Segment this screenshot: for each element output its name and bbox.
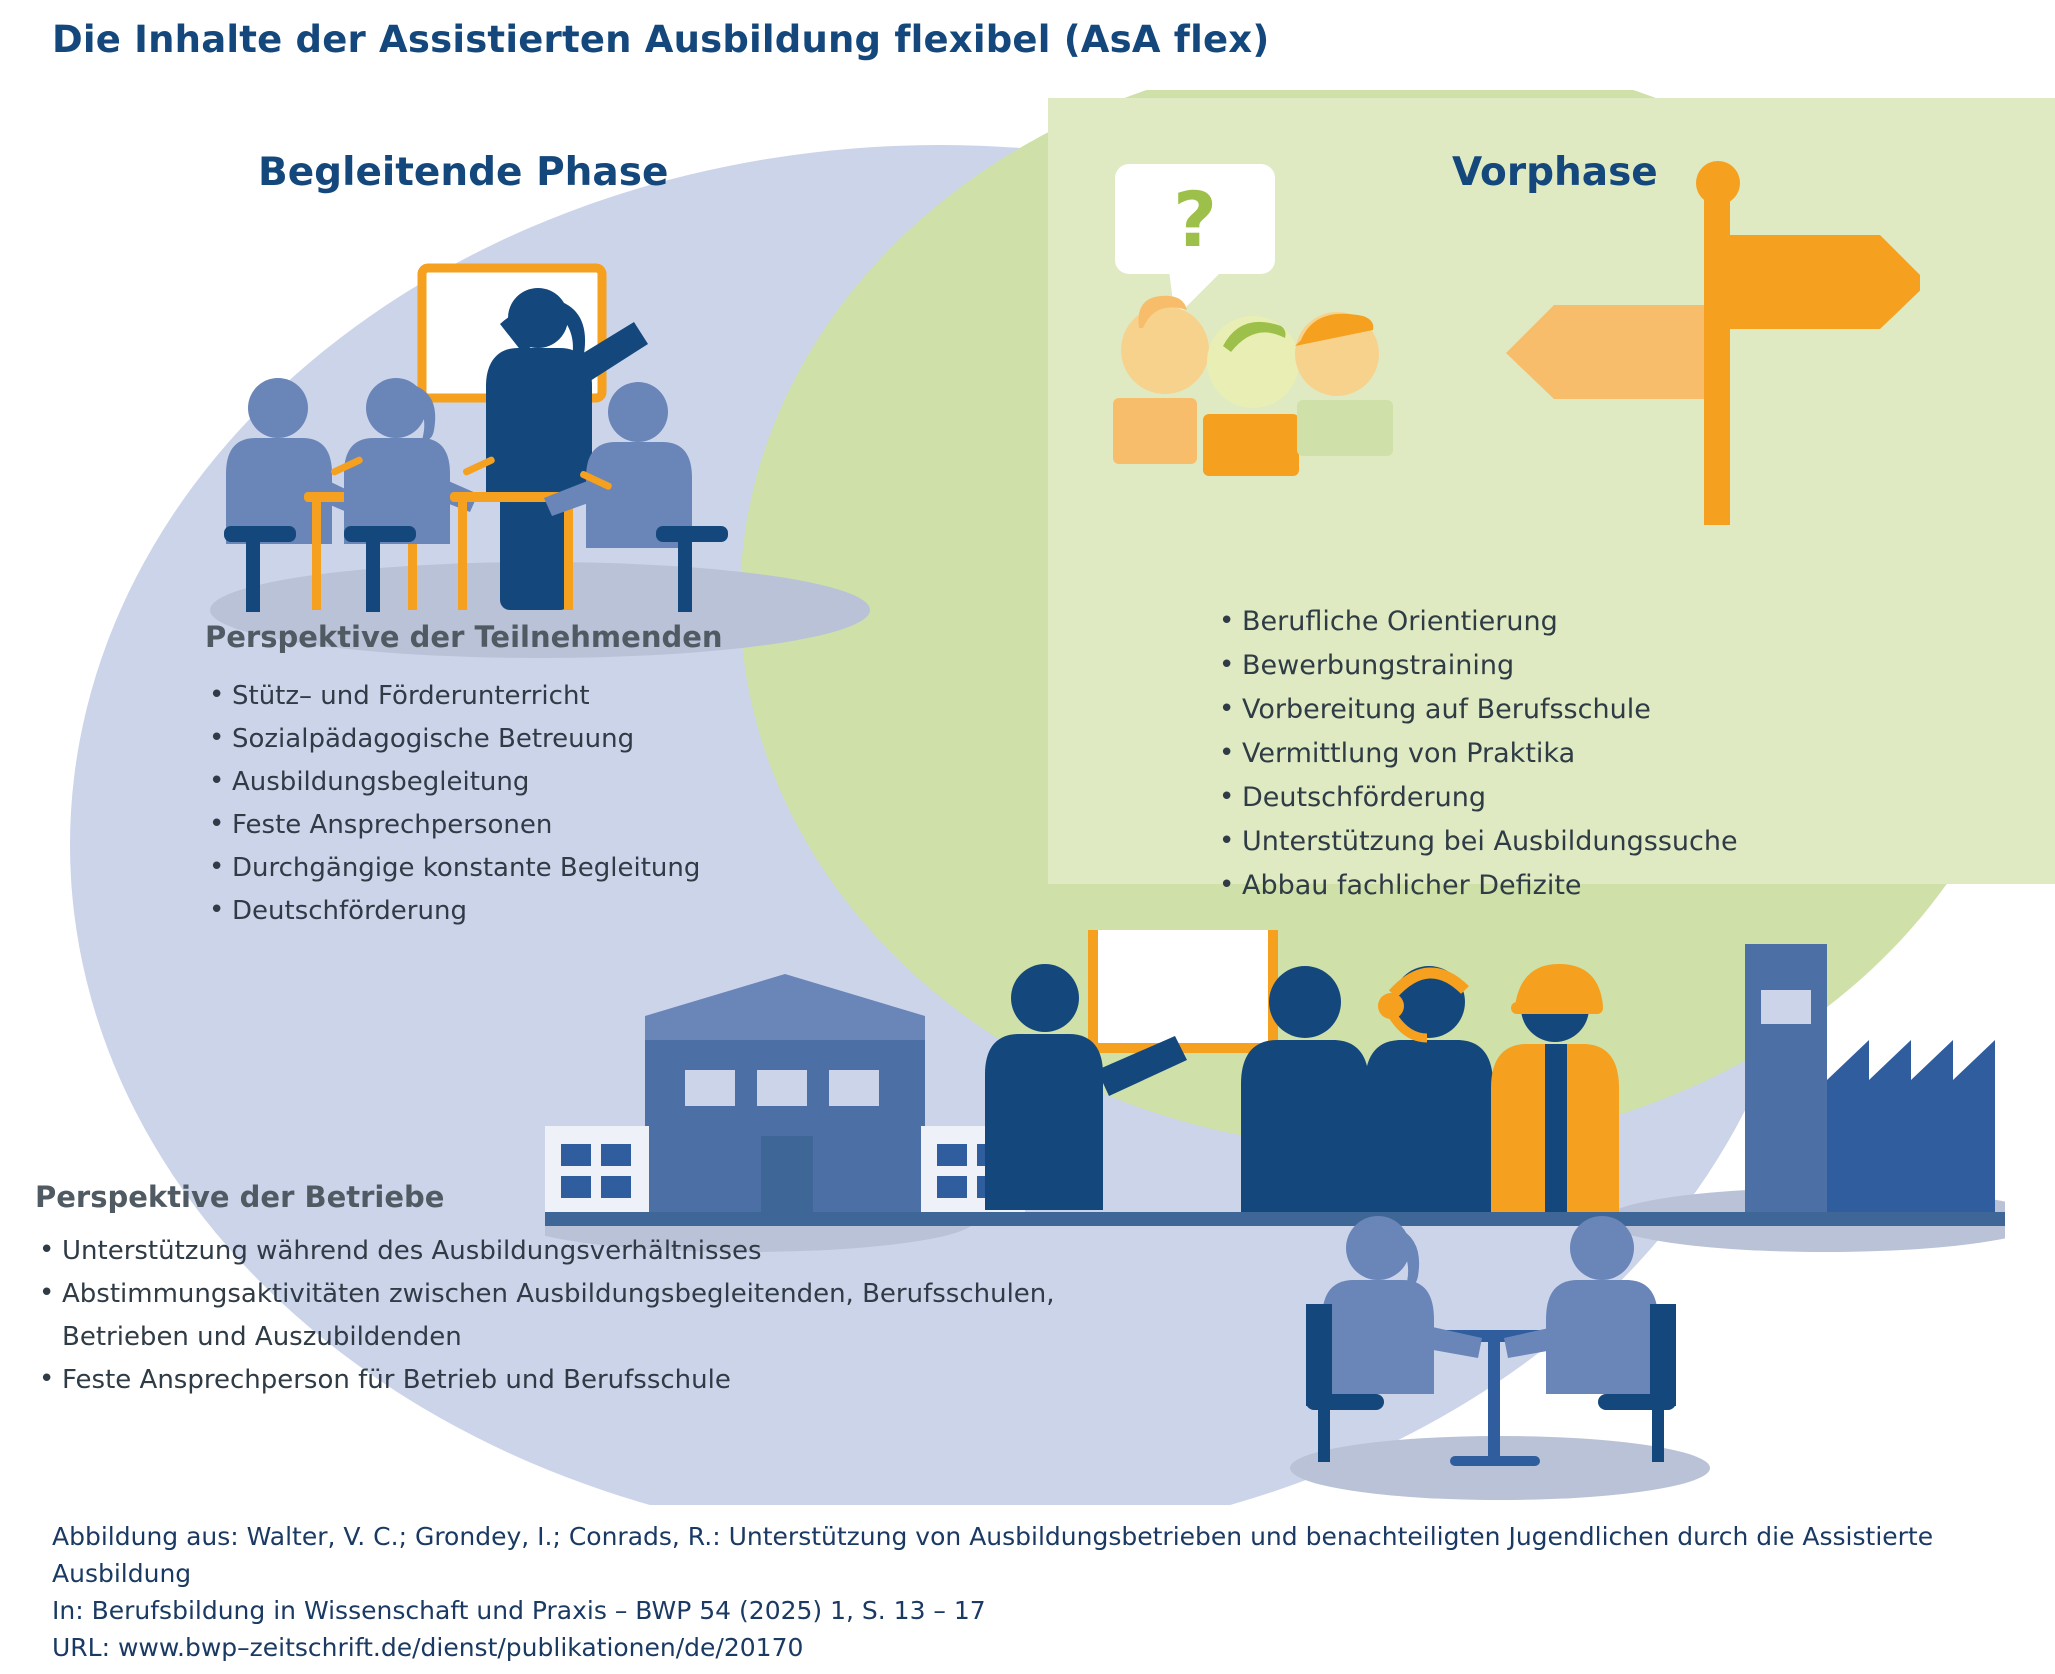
footer-line-3: URL: www.bwp–zeitschrift.de/dienst/publikationen/de/20170 [52, 1633, 804, 1662]
orientation-group-illustration [1105, 150, 1435, 500]
list-item: • Stütz– und Förderunterricht [205, 675, 700, 718]
list-item: • Feste Ansprechpersonen [205, 804, 700, 847]
svg-text:?: ? [1172, 175, 1218, 264]
list-item: • Deutschförderung [205, 890, 700, 933]
heading-vorphase: Vorphase [1452, 150, 1658, 195]
heading-perspektive-betriebe: Perspektive der Betriebe [35, 1180, 445, 1214]
footer-line-1: Abbildung aus: Walter, V. C.; Grondey, I.; Conrads, R.: Unterstützung von Ausbildungsbetrieben und benachteiligten Jugendlichen durch die Assistierte Ausbildung [52, 1522, 1934, 1588]
signpost-illustration [1500, 155, 1920, 545]
meeting-illustration [1290, 1180, 1710, 1505]
list-item: • Berufliche Orientierung [1215, 600, 1738, 644]
classroom-illustration [200, 240, 880, 660]
list-item: • Durchgängige konstante Begleitung [205, 847, 700, 890]
list-vorphase [1215, 600, 1738, 908]
list-perspektive-teilnehmende [205, 675, 700, 933]
list-item: • Deutschförderung [1215, 776, 1738, 820]
list-item: • Abbau fachlicher Defizite [1215, 864, 1738, 908]
list-item: • Bewerbungstraining [1215, 644, 1738, 688]
company-training-illustration [545, 930, 2005, 1260]
heading-perspektive-teilnehmende: Perspektive der Teilnehmenden [205, 620, 723, 654]
footer-line-2: In: Berufsbildung in Wissenschaft und Praxis – BWP 54 (2025) 1, S. 13 – 17 [52, 1596, 986, 1625]
list-item: • Vorbereitung auf Berufsschule [1215, 688, 1738, 732]
list-item: • Sozialpädagogische Betreuung [205, 718, 700, 761]
list-item: • Abstimmungsaktivitäten zwischen Ausbildungsbegleitenden, Berufsschulen, Betrieben und Auszubildenden [35, 1273, 1162, 1359]
list-perspektive-betriebe [35, 1230, 1162, 1402]
page-title: Die Inhalte der Assistierten Ausbildung flexibel (AsA flex) [52, 18, 1270, 61]
list-item: • Unterstützung während des Ausbildungsverhältnisses [35, 1230, 1162, 1273]
list-item: • Ausbildungsbegleitung [205, 761, 700, 804]
list-item: • Vermittlung von Praktika [1215, 732, 1738, 776]
list-item: • Unterstützung bei Ausbildungssuche [1215, 820, 1738, 864]
list-item: • Feste Ansprechperson für Betrieb und Berufsschule [35, 1359, 1162, 1402]
infographic-canvas [0, 90, 2055, 1505]
source-footer [52, 1518, 1952, 1666]
speech-bubble-icon [1115, 164, 1275, 318]
heading-begleitende-phase: Begleitende Phase [258, 150, 669, 195]
